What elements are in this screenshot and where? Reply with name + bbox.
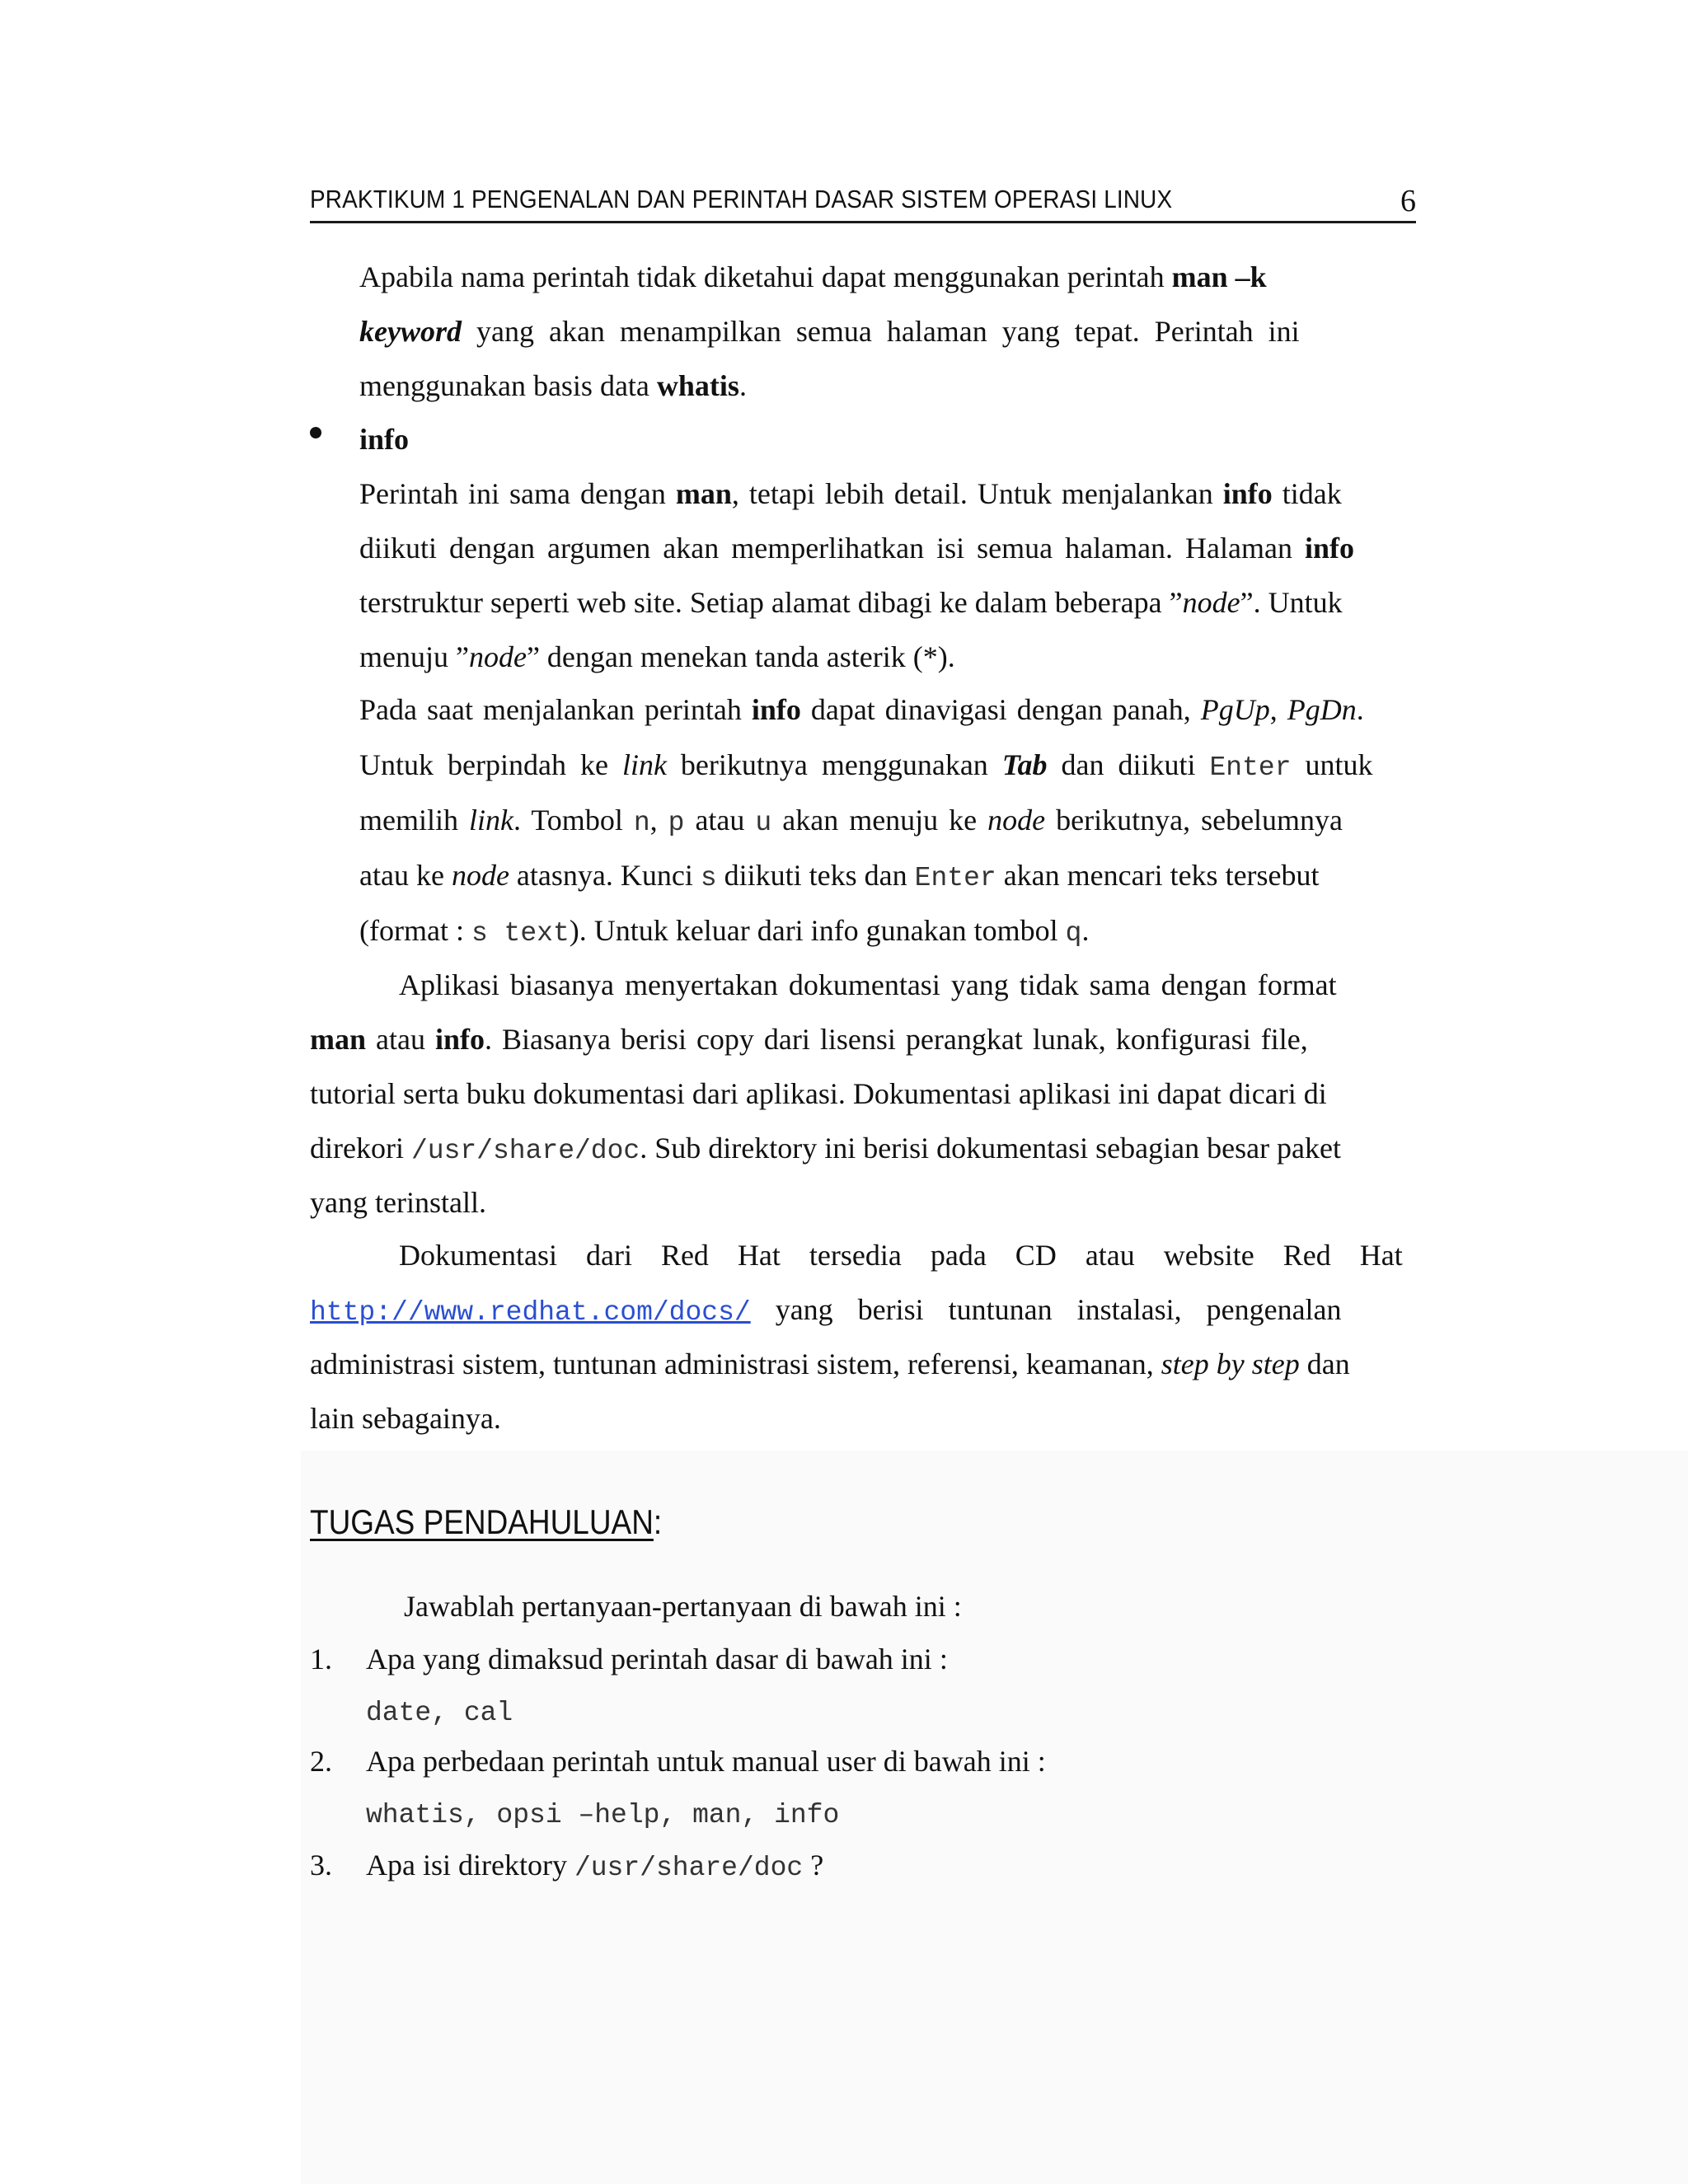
para-line: http://www.redhat.com/docs/ yang berisi tuntunan instalasi, pengenalan xyxy=(310,1293,1342,1328)
section-title: TUGAS PENDAHULUAN: xyxy=(310,1502,663,1541)
task-number: 1. xyxy=(310,1643,332,1675)
para-line: menuju ”node” dengan menekan tanda asterik (*). xyxy=(359,640,955,673)
bullet-info-label: info xyxy=(359,423,410,456)
paragraph-man-k xyxy=(359,250,1416,413)
para-line: Apabila nama perintah tidak diketahui dapat menggunakan perintah man –k xyxy=(359,260,1267,293)
para-line: Perintah ini sama dengan man, tetapi lebih detail. Untuk menjalankan info tidak xyxy=(359,477,1342,510)
running-header xyxy=(310,180,1416,223)
redhat-docs-link[interactable]: http://www.redhat.com/docs/ xyxy=(310,1297,751,1328)
tasks-intro: Jawablah pertanyaan-pertanyaan di bawah ini : xyxy=(404,1590,962,1623)
task-code: whatis, opsi –help, man, info xyxy=(366,1800,840,1830)
para-line: Pada saat menjalankan perintah info dapat dinavigasi dengan panah, PgUp, PgDn. xyxy=(359,693,1364,726)
para-line: menggunakan basis data whatis. xyxy=(359,369,747,402)
task-code: date, cal xyxy=(366,1698,513,1728)
task-number: 2. xyxy=(310,1745,332,1778)
task-number: 3. xyxy=(310,1849,332,1882)
para-line: (format : s text). Untuk keluar dari info gunakan tombol q. xyxy=(359,914,1090,949)
page-number: 6 xyxy=(1400,184,1416,218)
para-line: Aplikasi biasanya menyertakan dokumentasi yang tidak sama dengan format xyxy=(399,968,1337,1001)
paragraph-info xyxy=(359,466,1416,684)
para-line: yang terinstall. xyxy=(310,1186,486,1219)
para-line: terstruktur seperti web site. Setiap alamat dibagi ke dalam beberapa ”node”. Untuk xyxy=(359,586,1343,619)
para-line: Dokumentasi dari Red Hat tersedia pada CD atau website Red Hat xyxy=(399,1239,1403,1272)
para-line: diikuti dengan argumen akan memperlihatkan isi semua halaman. Halaman info xyxy=(359,532,1355,565)
paragraph-redhat-docs xyxy=(310,1228,1416,1446)
para-line: memilih link. Tombol n, p atau u akan menuju ke node berikutnya, sebelumnya xyxy=(359,804,1343,838)
header-title: PRAKTIKUM 1 PENGENALAN DAN PERINTAH DASAR SISTEM OPERASI LINUX xyxy=(310,185,1173,213)
paragraph-application-docs xyxy=(310,958,1416,1230)
bullet-icon xyxy=(310,427,321,438)
paragraph-info-navigation xyxy=(359,682,1416,958)
para-line: Untuk berpindah ke link berikutnya menggunakan Tab dan diikuti Enter untuk xyxy=(359,748,1373,783)
para-line: lain sebagainya. xyxy=(310,1402,501,1435)
task-question: Apa isi direktory /usr/share/doc ? xyxy=(366,1849,824,1883)
para-line: tutorial serta buku dokumentasi dari aplikasi. Dokumentasi aplikasi ini dapat dicari di xyxy=(310,1077,1327,1110)
para-line: administrasi sistem, tuntunan administrasi sistem, referensi, keamanan, step by step dan xyxy=(310,1347,1350,1380)
task-question: Apa yang dimaksud perintah dasar di bawah ini : xyxy=(366,1643,948,1675)
para-line: atau ke node atasnya. Kunci s diikuti teks dan Enter akan mencari teks tersebut xyxy=(359,859,1320,893)
para-line: direkori /usr/share/doc. Sub direktory ini berisi dokumentasi sebagian besar paket xyxy=(310,1132,1342,1166)
task-question: Apa perbedaan perintah untuk manual user di bawah ini : xyxy=(366,1745,1046,1778)
para-line: man atau info. Biasanya berisi copy dari lisensi perangkat lunak, konfigurasi file, xyxy=(310,1023,1308,1056)
para-line: keyword yang akan menampilkan semua halaman yang tepat. Perintah ini xyxy=(359,315,1300,348)
